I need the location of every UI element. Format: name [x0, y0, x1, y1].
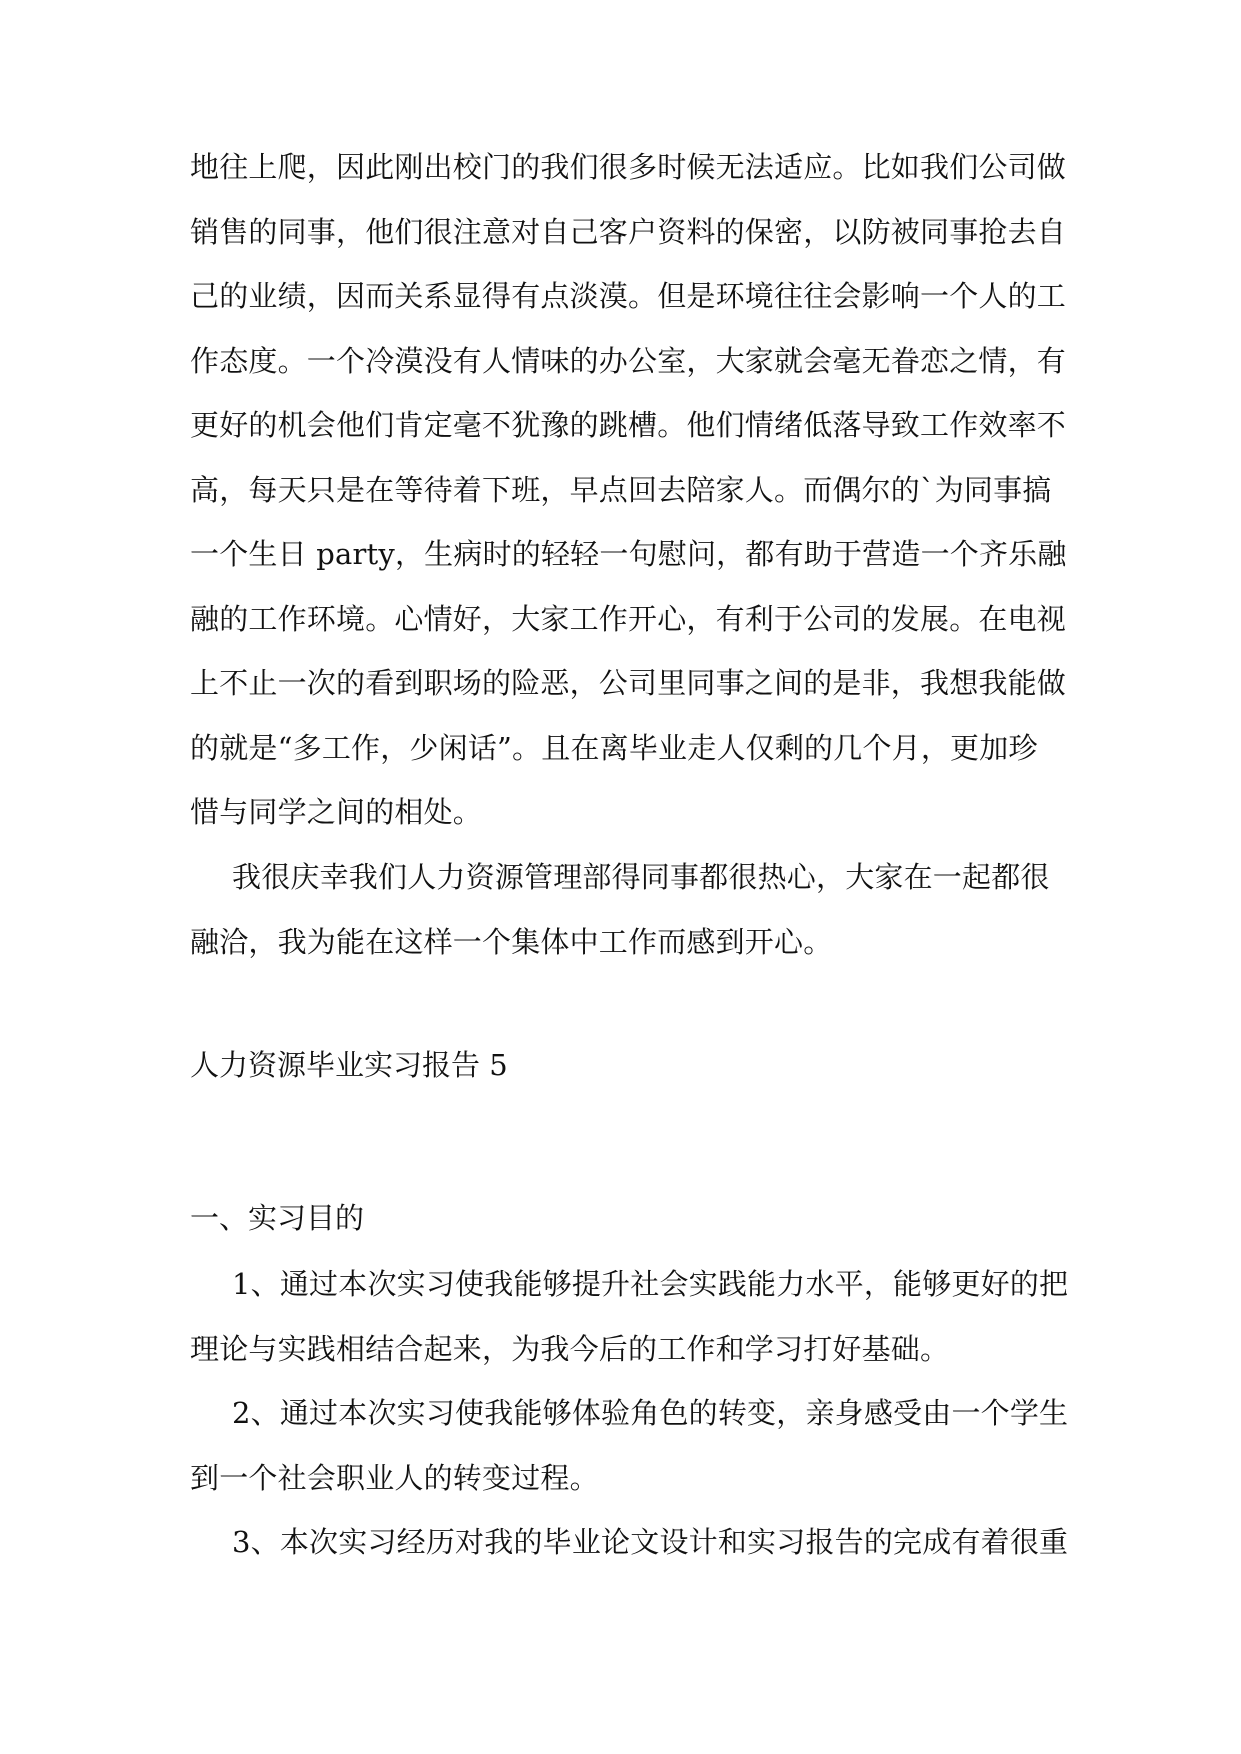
- paragraph-line: 地往上爬，因此刚出校门的我们很多时候无法适应。比如我们公司做: [190, 150, 1067, 184]
- paragraph-line: 己的业绩，因而关系显得有点淡漠。但是环境往往会影响一个人的工: [190, 279, 1067, 313]
- paragraph-line: 一个生日 party，生病时的轻轻一句慰问，都有助于营造一个齐乐融: [190, 537, 1067, 571]
- list-item-line: 1、通过本次实习使我能够提升社会实践能力水平，能够更好的把: [232, 1267, 1069, 1301]
- paragraph-line: 销售的同事，他们很注意对自己客户资料的保密，以防被同事抢去自: [190, 214, 1067, 249]
- paragraph-line: 我很庆幸我们人力资源管理部得同事都很热心，大家在一起都很: [232, 860, 1050, 894]
- paragraph-line: 惜与同学之间的相处。: [190, 795, 483, 829]
- list-item-line: 到一个社会职业人的转变过程。: [190, 1460, 599, 1495]
- list-item-1: [190, 1252, 1069, 1381]
- paragraph-line: 的就是“多工作，少闲话”。且在离毕业走人仅剩的几个月，更加珍: [190, 730, 1038, 765]
- paragraph-line: 作态度。一个冷漠没有人情味的办公室，大家就会毫无眷恋之情，有: [190, 343, 1067, 378]
- paragraph-line: 融的工作环境。心情好，大家工作开心，有利于公司的发展。在电视: [190, 601, 1067, 636]
- paragraph-line: 上不止一次的看到职场的险恶，公司里同事之间的是非，我想我能做: [190, 666, 1067, 700]
- section-title: 人力资源毕业实习报告 5: [190, 1048, 508, 1082]
- list-item-3: [190, 1510, 1069, 1575]
- list-item-line: 2、通过本次实习使我能够体验角色的转变，亲身感受由一个学生: [232, 1396, 1069, 1430]
- paragraph-line: 更好的机会他们肯定毫不犹豫的跳槽。他们情绪低落导致工作效率不: [190, 408, 1067, 442]
- list-item-line: 理论与实践相结合起来，为我今后的工作和学习打好基础。: [190, 1331, 950, 1366]
- paragraph-colleagues: [190, 845, 1060, 974]
- paragraph-line: 融洽，我为能在这样一个集体中工作而感到开心。: [190, 924, 833, 959]
- list-item-line: 3、本次实习经历对我的毕业论文设计和实习报告的完成有着很重: [232, 1525, 1069, 1559]
- paragraph-line: 高，每天只是在等待着下班，早点回去陪家人。而偶尔的`为同事搞: [190, 472, 1052, 507]
- paragraph-continuation: [190, 135, 1067, 845]
- subsection-title: 一、实习目的: [190, 1201, 365, 1235]
- list-item-2: [190, 1381, 1069, 1510]
